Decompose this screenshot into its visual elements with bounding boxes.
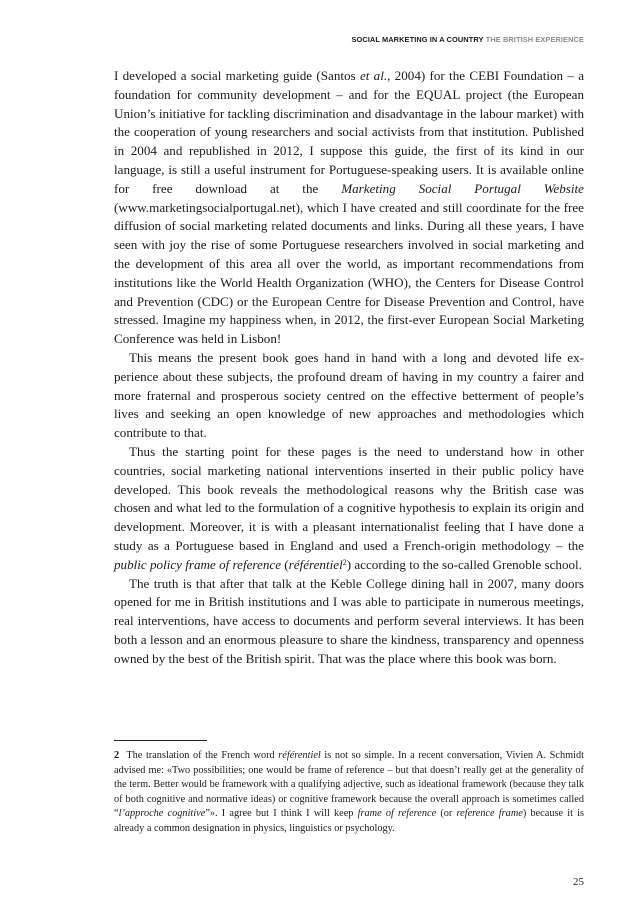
paragraph-1 bbox=[114, 67, 584, 349]
italic-referentiel: référentiel bbox=[288, 556, 343, 572]
text-run: ( bbox=[281, 556, 289, 572]
running-head bbox=[351, 35, 584, 44]
paragraph-3 bbox=[114, 443, 584, 575]
italic-website-name: Marketing Social Portugal Website bbox=[341, 180, 584, 196]
italic-referentiel: référentiel bbox=[278, 750, 321, 761]
body-text bbox=[114, 67, 584, 669]
running-head-subtitle: THE BRITISH EXPERIENCE bbox=[485, 35, 584, 44]
text-run: ) because it is already a common designation in physics, linguistics or psychology. bbox=[114, 808, 584, 834]
footnote-number: 2 bbox=[114, 750, 120, 761]
paragraph-2: This means the present book goes hand in hand with a long and devoted life experience about these subjects, the profound dream of having in my country a fairer and more fraternal and prosperous society centred on the effective betterment of people’s lives and seeking an open knowledge of new approaches and methodologies which contribute to that. bbox=[114, 349, 584, 441]
text-run: Thus the starting point for these pages is the need to understand how in other countries, social marketing national interventions inserted in their public policy have developed. This book reveals the methodological reasons why the British case was chosen and what led to the formulation of a cognitive hypothesis to explain its origin and development. Moreover, it is with a pleasant internationalist feeling that I have done a study as a Portuguese based in England and used a French-origin methodology – the bbox=[114, 443, 584, 553]
page-number: 25 bbox=[573, 876, 584, 888]
running-head-book-title: SOCIAL MARKETING IN A COUNTRY bbox=[351, 35, 484, 44]
text-run: I developed a social marketing guide (Santos bbox=[114, 68, 360, 83]
italic-frame-of-reference: public policy frame of reference bbox=[114, 556, 282, 572]
text-run: (or bbox=[436, 808, 457, 820]
text-run: ) according to the so-called Grenoble school. bbox=[346, 556, 582, 572]
footnote-separator bbox=[114, 740, 207, 741]
text-run: (www.marketingsocialportugal.net), which I have created and still coordinate for the free diffusion of social marketing related documents and links. During all these years, I have seen with joy the rise of some Portuguese researchers involved in social marketing and the development of this area all over the world, as important recommendations from institutions like the World Health Organization (WHO), the Centers for Disease Control and Prevention (CDC) or the European Centre for Disease Prevention and Control, have stressed. Imagine my happiness when, in 2012, the first-ever European Social Marketing Conference was held in Lisbon! bbox=[114, 199, 584, 347]
footnote-2 bbox=[114, 749, 584, 837]
italic-et-al: et al., bbox=[359, 68, 391, 83]
footnote bbox=[114, 749, 584, 837]
italic-approche-cognitive: l’approche cognitive bbox=[118, 808, 206, 820]
text-run: 2004) for the CEBI Foundation – a foundation for community development – and for the EQUAL project (the European Union’s initiative for tackling discrimination and disadvantage in the labour market) with the cooperation of young researchers and social activists from that institution. Published in 2004 and republished in 2012, I suppose this guide, the first of its kind in our language, is still a useful instrument for Portuguese-speaking users. It is available online for free download at the bbox=[114, 68, 585, 196]
text-run: is not so simple. In a recent conversation, Vivien A. Schmidt advised me: «Two possibilities; one would be frame of reference – but that doesn’t really get at the generality of the term. Better would be framework with a qualifying adjective, such as ideational framework (because they talk of both cognitive and normative ideas) or cognitive framework because the overall approach is sometimes called “ bbox=[114, 750, 584, 820]
italic-frame-of-reference: frame of reference bbox=[357, 808, 437, 820]
text-run: The translation of the French word bbox=[126, 750, 279, 761]
text-run: ”». I agree but I think I will keep bbox=[205, 808, 358, 820]
italic-reference-frame: reference frame bbox=[456, 808, 523, 820]
footnote-marker[interactable]: 2 bbox=[342, 557, 347, 567]
paragraph-4: The truth is that after that talk at the Keble College dining hall in 2007, many doors opened for me in British institutions and I was able to participate in numerous meetings, real interventions, have access to documents and perform several interviews. It has been both a lesson and an enormous pleasure to share the kindness, transparency and openness owned by the best of the British spirit. That was the place where this book was born. bbox=[114, 575, 584, 666]
